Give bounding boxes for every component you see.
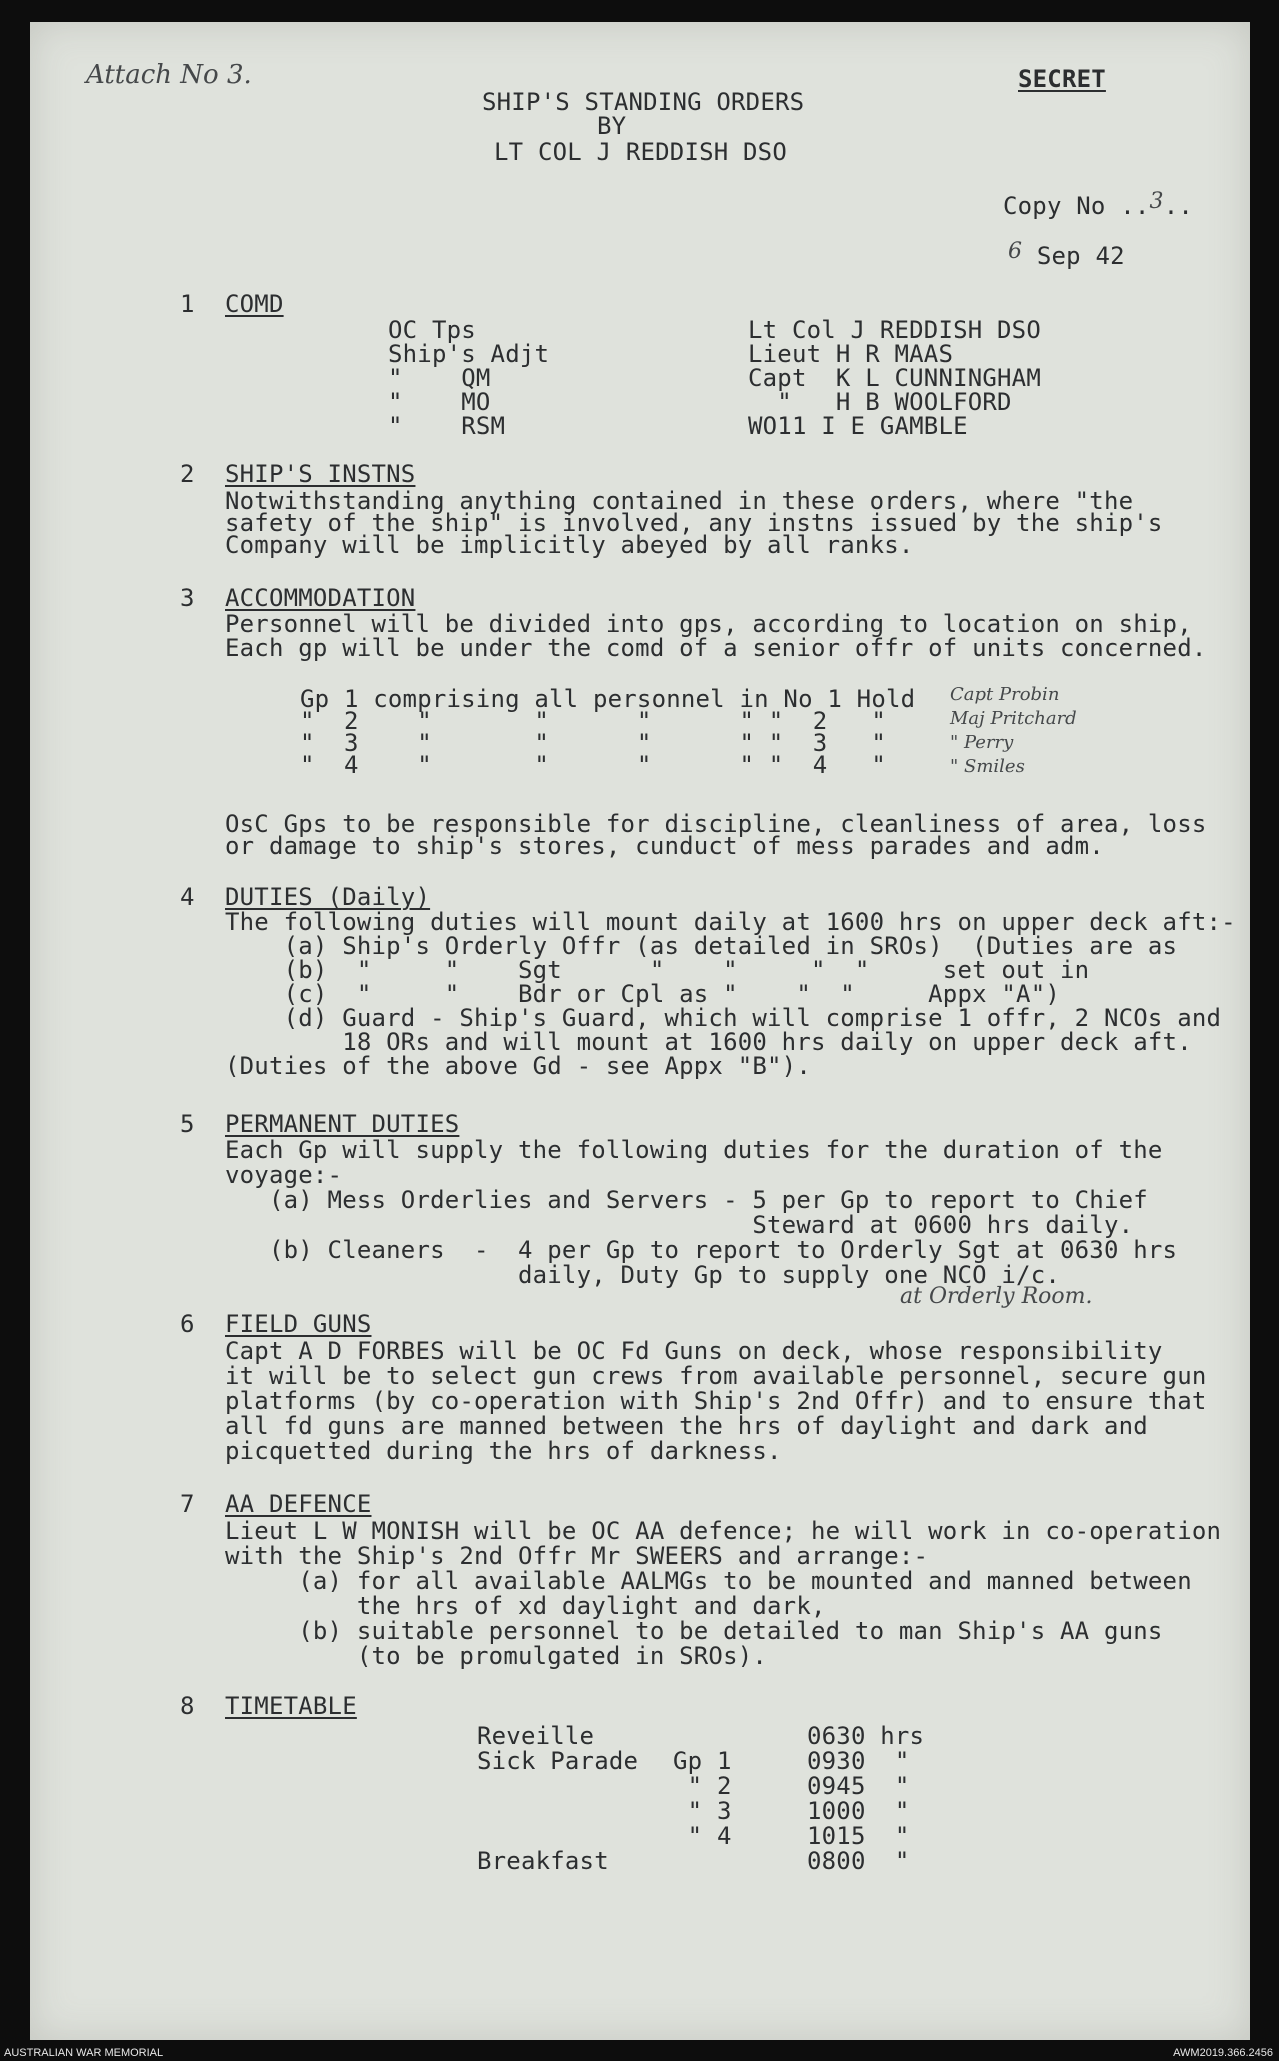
timetable-time: 0800 " bbox=[807, 1847, 910, 1875]
section-number: 3 bbox=[180, 584, 195, 612]
text-line: Each Gp will supply the following duties for the duration of the bbox=[225, 1136, 1163, 1164]
text-line: or damage to ship's stores, cunduct of mess parades and adm. bbox=[225, 832, 1104, 860]
section-heading: SHIP'S INSTNS bbox=[225, 460, 416, 488]
text-line: (b) suitable personnel to be detailed to man Ship's AA guns bbox=[225, 1617, 1163, 1645]
text-line: " 2 " " " " " 2 " bbox=[300, 707, 886, 735]
section-heading: COMD bbox=[225, 290, 284, 318]
title-line-3: LT COL J REDDISH DSO bbox=[494, 138, 787, 166]
handwritten-note: Capt Probin bbox=[950, 684, 1060, 705]
text-line: (a) for all available AALMGs to be mounted and manned between bbox=[225, 1567, 1192, 1595]
text-line: all fd guns are manned between the hrs of daylight and dark and bbox=[225, 1412, 1148, 1440]
section-number: 2 bbox=[180, 460, 195, 488]
text-line: (to be promulgated in SROs). bbox=[225, 1642, 768, 1670]
section-number: 8 bbox=[180, 1692, 195, 1720]
text-line: Steward at 0600 hrs daily. bbox=[225, 1211, 1134, 1239]
command-role: " RSM bbox=[388, 412, 506, 440]
text-line: voyage:- bbox=[225, 1161, 343, 1189]
text-line: (a) Mess Orderlies and Servers - 5 per Gp to report to Chief bbox=[225, 1186, 1148, 1214]
command-name: WO11 I E GAMBLE bbox=[748, 412, 968, 440]
timetable-time: 0630 hrs bbox=[807, 1722, 925, 1750]
text-line: it will be to select gun crews from available personnel, secure gun bbox=[225, 1362, 1207, 1390]
timetable-group: " 3 bbox=[673, 1797, 732, 1825]
copy-number: Copy No ..3.. bbox=[1003, 189, 1194, 220]
title-line-2: BY bbox=[597, 112, 627, 140]
section-number: 7 bbox=[180, 1490, 195, 1518]
timetable-time: 0930 " bbox=[807, 1747, 910, 1775]
timetable-time: 1015 " bbox=[807, 1822, 910, 1850]
command-name: Lieut H R MAAS bbox=[748, 340, 954, 368]
text-line: picquetted during the hrs of darkness. bbox=[225, 1437, 782, 1465]
section-number: 4 bbox=[180, 883, 195, 911]
text-line: the hrs of xd daylight and dark, bbox=[225, 1592, 826, 1620]
text-line: Gp 1 comprising all personnel in No 1 Hold bbox=[300, 685, 916, 713]
handwritten-note: Maj Pritchard bbox=[950, 708, 1077, 729]
timetable-group: " 2 bbox=[673, 1772, 732, 1800]
text-line: OsC Gps to be responsible for discipline, cleanliness of area, loss bbox=[225, 810, 1207, 838]
handwritten-note: " Smiles bbox=[950, 756, 1025, 777]
timetable-group: " 4 bbox=[673, 1822, 732, 1850]
text-line: Personnel will be divided into gps, according to location on ship, bbox=[225, 610, 1192, 638]
timetable-group: Gp 1 bbox=[673, 1747, 732, 1775]
command-role: " MO bbox=[388, 388, 491, 416]
text-line: Each gp will be under the comd of a senior offr of units concerned. bbox=[225, 634, 1207, 662]
handwritten-note: " Perry bbox=[950, 732, 1014, 753]
section-heading: PERMANENT DUTIES bbox=[225, 1110, 460, 1138]
text-line: platforms (by co-operation with Ship's 2nd Offr) and to ensure that bbox=[225, 1387, 1207, 1415]
text-line: Lieut L W MONISH will be OC AA defence; he will work in co-operation bbox=[225, 1517, 1222, 1545]
document-page bbox=[30, 22, 1250, 2040]
text-line: safety of the ship" is involved, any instns issued by the ship's bbox=[225, 509, 1163, 537]
text-line: (a) Ship's Orderly Offr (as detailed in SROs) (Duties are as bbox=[225, 932, 1178, 960]
timetable-label: Breakfast bbox=[477, 1847, 609, 1875]
text-line: daily, Duty Gp to supply one NCO i/c. bbox=[225, 1261, 1061, 1289]
text-line: (b) " " Sgt " " " " set out in bbox=[225, 956, 1090, 984]
text-line: (c) " " Bdr or Cpl as " " " Appx "A") bbox=[225, 980, 1061, 1008]
command-name: Lt Col J REDDISH DSO bbox=[748, 316, 1041, 344]
section-heading: FIELD GUNS bbox=[225, 1310, 372, 1338]
footer-institution: AUSTRALIAN WAR MEMORIAL bbox=[4, 2047, 164, 2059]
timetable-label: Sick Parade bbox=[477, 1747, 639, 1775]
command-role: " QM bbox=[388, 364, 491, 392]
text-line: " 3 " " " " " 3 " bbox=[300, 729, 886, 757]
footer-reference: AWM2019.366.2456 bbox=[1173, 2047, 1273, 2059]
text-line: The following duties will mount daily at 1600 hrs on upper deck aft:- bbox=[225, 908, 1236, 936]
handwritten-note: at Orderly Room. bbox=[900, 1284, 1093, 1309]
section-heading: AA DEFENCE bbox=[225, 1490, 372, 1518]
section-number: 5 bbox=[180, 1110, 195, 1138]
command-name: Capt K L CUNNINGHAM bbox=[748, 364, 1041, 392]
section-heading: ACCOMMODATION bbox=[225, 584, 416, 612]
text-line: Capt A D FORBES will be OC Fd Guns on deck, whose responsibility bbox=[225, 1337, 1163, 1365]
timetable-time: 0945 " bbox=[807, 1772, 910, 1800]
text-line: Company will be implicitly abeyed by all ranks. bbox=[225, 531, 914, 559]
title-line-1: SHIP'S STANDING ORDERS bbox=[482, 88, 805, 116]
classification-label: SECRET bbox=[1018, 65, 1106, 93]
command-name: " H B WOOLFORD bbox=[748, 388, 1012, 416]
command-role: Ship's Adjt bbox=[388, 340, 550, 368]
section-number: 6 bbox=[180, 1310, 195, 1338]
document-date: 6 Sep 42 bbox=[1008, 239, 1125, 270]
section-heading: DUTIES (Daily) bbox=[225, 883, 431, 911]
text-line: (d) Guard - Ship's Guard, which will comprise 1 offr, 2 NCOs and bbox=[225, 1004, 1222, 1032]
timetable-time: 1000 " bbox=[807, 1797, 910, 1825]
section-heading: TIMETABLE bbox=[225, 1692, 357, 1720]
section-number: 1 bbox=[180, 290, 195, 318]
text-line: with the Ship's 2nd Offr Mr SWEERS and arrange:- bbox=[225, 1542, 929, 1570]
command-role: OC Tps bbox=[388, 316, 476, 344]
timetable-label: Reveille bbox=[477, 1722, 595, 1750]
text-line: Notwithstanding anything contained in these orders, where "the bbox=[225, 487, 1134, 515]
text-line: " 4 " " " " " 4 " bbox=[300, 751, 886, 779]
text-line: 18 ORs and will mount at 1600 hrs daily on upper deck aft. bbox=[225, 1028, 1192, 1056]
handwritten-annotation: Attach No 3. bbox=[86, 60, 252, 90]
text-line: (b) Cleaners - 4 per Gp to report to Orderly Sgt at 0630 hrs bbox=[225, 1236, 1178, 1264]
text-line: (Duties of the above Gd - see Appx "B"). bbox=[225, 1052, 811, 1080]
